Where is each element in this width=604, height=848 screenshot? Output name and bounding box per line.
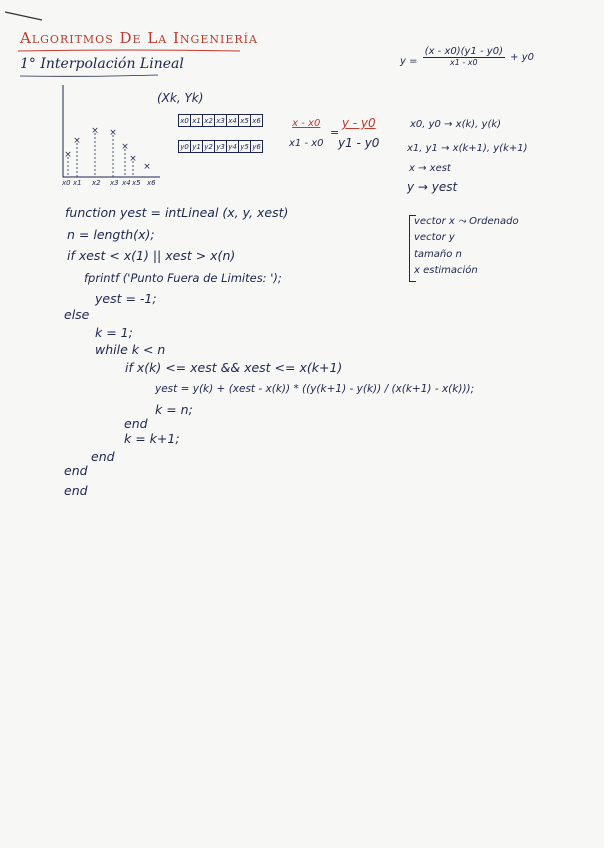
ratio-left bbox=[289, 118, 324, 149]
plot-point: × bbox=[109, 128, 117, 138]
ratio-right-num: y - y0 bbox=[341, 116, 376, 130]
axis-label-x3: x3 bbox=[110, 179, 119, 187]
code-line: while k < n bbox=[95, 342, 166, 357]
x-values-table bbox=[178, 114, 263, 127]
axis-label-x0: x0 bbox=[62, 179, 71, 187]
table-cell: y0 bbox=[180, 142, 189, 151]
code-line: k = 1; bbox=[95, 325, 133, 340]
code-line: end bbox=[64, 483, 88, 498]
table-cell: y3 bbox=[216, 142, 225, 151]
ratio-right-den: y1 - y0 bbox=[338, 136, 380, 150]
ratio-left-den: x1 - x0 bbox=[289, 138, 324, 149]
table-cell: x4 bbox=[228, 116, 237, 125]
scatter-sketch bbox=[55, 85, 165, 190]
legend-line-4: x estimación bbox=[414, 265, 478, 276]
code-line: else bbox=[64, 307, 90, 322]
plot-axis-labels bbox=[62, 179, 162, 189]
code-line: yest = y(k) + (xest - x(k)) * ((y(k+1) - y(k)) / (x(k+1) - x(k))); bbox=[155, 383, 475, 395]
plot-point: × bbox=[91, 126, 99, 136]
table-cell: y1 bbox=[192, 142, 201, 151]
formula-top bbox=[400, 46, 534, 67]
axis-label-x1: x1 bbox=[73, 179, 82, 187]
ratio-equals: = bbox=[330, 126, 340, 139]
table-cell: x1 bbox=[192, 116, 201, 125]
table-cell: y4 bbox=[228, 142, 237, 151]
table-cell: x6 bbox=[252, 116, 261, 125]
ratio-right bbox=[338, 116, 379, 150]
legend-line-1: vector x ⤳ Ordenado bbox=[414, 216, 519, 227]
table-cell: x5 bbox=[240, 116, 249, 125]
code-line: end bbox=[64, 463, 88, 478]
mapping-line-2: x1, y1 → x(k+1), y(k+1) bbox=[407, 143, 528, 154]
plot-point: × bbox=[64, 150, 72, 160]
formula-lhs: y = bbox=[400, 56, 418, 67]
plot-point: × bbox=[143, 162, 151, 172]
formula-rhs: + y0 bbox=[510, 52, 534, 63]
axis-label-x5: x5 bbox=[132, 179, 141, 187]
mapping-line-4: y → yest bbox=[407, 180, 458, 194]
code-line: end bbox=[124, 416, 148, 431]
code-line: if x(k) <= xest && xest <= x(k+1) bbox=[125, 360, 343, 375]
top-pen-stroke bbox=[0, 0, 604, 30]
table-cell: y6 bbox=[252, 142, 261, 151]
code-line: n = length(x); bbox=[67, 227, 155, 242]
code-line: yest = -1; bbox=[95, 291, 157, 306]
plot-point: × bbox=[73, 136, 81, 146]
code-line: if xest < x(1) || xest > x(n) bbox=[67, 248, 236, 263]
table-cell: y2 bbox=[204, 142, 213, 151]
formula-numerator: (x - x0)(y1 - y0) bbox=[424, 46, 503, 57]
page-title: Algoritmos De La Ingeniería bbox=[20, 29, 258, 47]
table-cell: x3 bbox=[216, 116, 225, 125]
code-line: function yest = intLineal (x, y, xest) bbox=[65, 205, 289, 220]
mapping-line-1: x0, y0 → x(k), y(k) bbox=[410, 119, 502, 130]
formula-denominator: x1 - x0 bbox=[450, 58, 478, 67]
plot-point: × bbox=[121, 142, 129, 152]
table-cell: x0 bbox=[180, 116, 189, 125]
code-line: k = n; bbox=[155, 402, 193, 417]
axis-label-x4: x4 bbox=[122, 179, 131, 187]
axis-label-x2: x2 bbox=[92, 179, 101, 187]
points-label: (Xk, Yk) bbox=[157, 91, 204, 105]
section-heading: 1° Interpolación Lineal bbox=[20, 56, 184, 72]
axis-label-x6: x6 bbox=[147, 179, 156, 187]
title-underline bbox=[18, 49, 243, 53]
table-cell: x2 bbox=[204, 116, 213, 125]
subtitle-underline bbox=[20, 74, 160, 78]
ratio-left-num: x - x0 bbox=[292, 118, 321, 129]
table-cell: y5 bbox=[240, 142, 249, 151]
plot-point: × bbox=[129, 154, 137, 164]
code-line: fprintf ('Punto Fuera de Limites: '); bbox=[84, 271, 282, 285]
legend-line-2: vector y bbox=[414, 232, 455, 243]
code-line: k = k+1; bbox=[124, 431, 180, 446]
code-line: end bbox=[91, 449, 115, 464]
legend-line-3: tamaño n bbox=[414, 249, 462, 260]
y-values-table bbox=[178, 140, 263, 153]
mapping-line-3: x → xest bbox=[409, 163, 451, 174]
